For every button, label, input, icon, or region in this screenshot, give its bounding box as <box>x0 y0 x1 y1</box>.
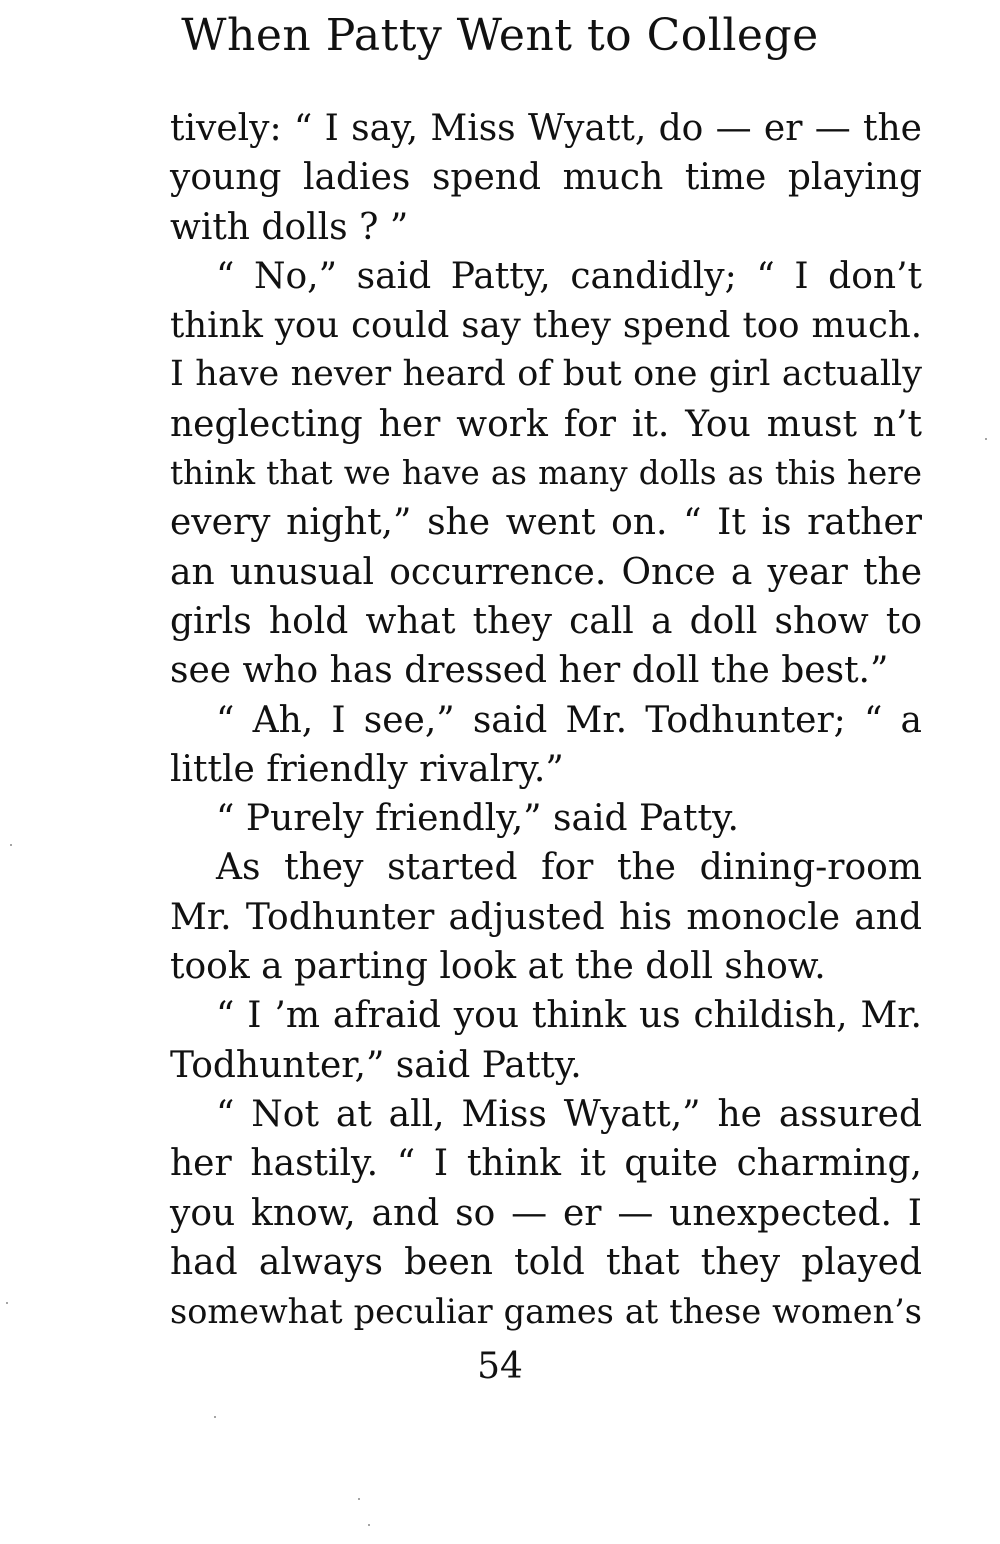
text-line: think you could say they spend too much. <box>170 305 922 347</box>
text-line: Todhunter,” said Patty. <box>170 1044 582 1086</box>
text-line: somewhat peculiar games at these women’s <box>170 1292 922 1332</box>
text-line: Mr. Todhunter adjusted his monocle and <box>170 896 922 938</box>
scan-speck <box>358 1498 360 1500</box>
body-text <box>170 104 922 1336</box>
text-line: “ Ah, I see,” said Mr. Todhunter; “ a <box>216 699 922 741</box>
text-line: with dolls ? ” <box>170 206 409 248</box>
text-line: tively: “ I say, Miss Wyatt, do — er — the <box>170 108 922 149</box>
text-line: had always been told that they played <box>170 1241 922 1283</box>
text-line: see who has dressed her doll the best.” <box>170 650 889 692</box>
text-line: little friendly rivalry.” <box>170 748 564 790</box>
text-line: neglecting her work for it. You must n’t <box>170 403 922 445</box>
text-line: “ No,” said Patty, candidly; “ I don’t <box>216 255 922 297</box>
text-line: took a parting look at the doll show. <box>170 946 826 988</box>
text-line: think that we have as many dolls as this here <box>170 454 922 493</box>
text-line: As they started for the dining-room <box>216 847 922 889</box>
text-line: girls hold what they call a doll show to <box>170 600 922 642</box>
text-line: you know, and so — er — unexpected. I <box>170 1192 922 1234</box>
text-line: young ladies spend much time playing <box>170 157 922 199</box>
scan-speck <box>6 1302 8 1304</box>
text-line: her hastily. “ I think it quite charming, <box>170 1143 922 1185</box>
page-number: 54 <box>477 1346 523 1387</box>
text-line: I have never heard of but one girl actually <box>170 354 922 395</box>
running-head: When Patty Went to College <box>181 10 819 61</box>
text-line: “ I ’m afraid you think us childish, Mr. <box>216 995 922 1037</box>
text-line: every night,” she went on. “ It is rather <box>170 502 922 544</box>
text-line: an unusual occurrence. Once a year the <box>170 551 922 593</box>
scan-speck <box>368 1524 370 1526</box>
scan-speck <box>985 438 987 440</box>
text-line: “ Not at all, Miss Wyatt,” he assured <box>216 1093 922 1135</box>
scan-speck <box>10 844 12 846</box>
scan-speck <box>214 1416 216 1418</box>
text-line: “ Purely friendly,” said Patty. <box>216 798 739 840</box>
